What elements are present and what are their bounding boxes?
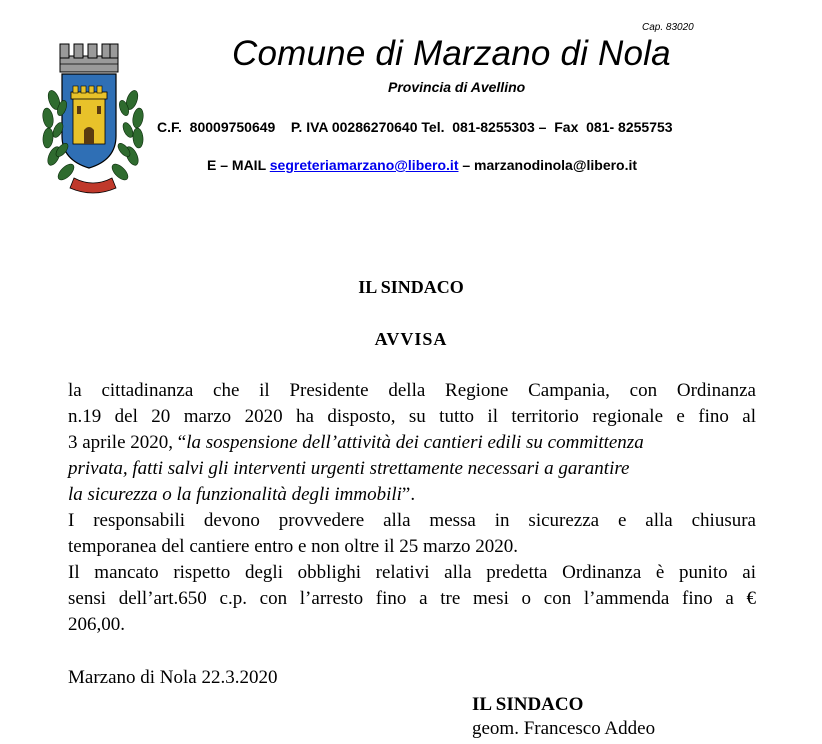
quote-italic: la sospensione dell’attività dei cantieri edili su committenza <box>186 432 644 453</box>
province-subtitle: Provincia di Avellino <box>388 79 526 95</box>
body-line: n.19 del 20 marzo 2020 ha disposto, su tutto il territorio regionale e fino al <box>68 406 756 427</box>
body-line <box>68 482 756 508</box>
notice-heading: IL SINDACO <box>358 277 464 297</box>
email-line <box>207 157 637 173</box>
body-line: I responsabili devono provvedere alla messa in sicurezza e alla chiusura <box>68 510 756 531</box>
body-line: temporanea del cantiere entro e non oltre il 25 marzo 2020. <box>68 536 519 557</box>
contact-details: C.F. 80009750649 P. IVA 00286270640 Tel. 081-8255303 – Fax 081- 8255753 <box>157 119 673 135</box>
quote-italic: la sicurezza o la funzionalità degli immobili <box>68 484 402 505</box>
body-line-plain: 3 aprile 2020, “ <box>68 432 187 453</box>
email-prefix: E – MAIL <box>207 157 270 173</box>
body-line: 206,00. <box>68 614 125 635</box>
body-line: sensi dell’art.650 c.p. con l’arresto fino a tre mesi o con l’ammenda fino a € <box>68 588 756 609</box>
quote-italic: privata, fatti salvi gli interventi urgenti strettamente necessari a garantire <box>68 458 630 479</box>
body-line <box>68 456 756 482</box>
municipality-title: Comune di Marzano di Nola <box>232 34 671 73</box>
body-line-plain: ”. <box>401 484 416 505</box>
notice-subheading: AVVISA <box>374 329 448 349</box>
signature-title: IL SINDACO <box>472 694 584 715</box>
notice-body <box>68 378 756 638</box>
crown-icon <box>60 44 118 72</box>
place-date: Marzano di Nola 22.3.2020 <box>68 667 278 688</box>
postal-code: Cap. 83020 <box>642 22 694 33</box>
municipal-crest-icon <box>40 38 146 207</box>
body-line: Il mancato rispetto degli obblighi relativi alla predetta Ordinanza è punito ai <box>68 562 756 583</box>
email-link-primary[interactable]: segreteriamarzano@libero.it <box>269 157 459 173</box>
body-line: la cittadinanza che il Presidente della Regione Campania, con Ordinanza <box>68 380 756 401</box>
body-line <box>68 430 756 456</box>
signature-name: geom. Francesco Addeo <box>472 718 656 739</box>
email-secondary: – marzanodinola@libero.it <box>458 157 638 173</box>
tower-icon <box>71 86 107 144</box>
